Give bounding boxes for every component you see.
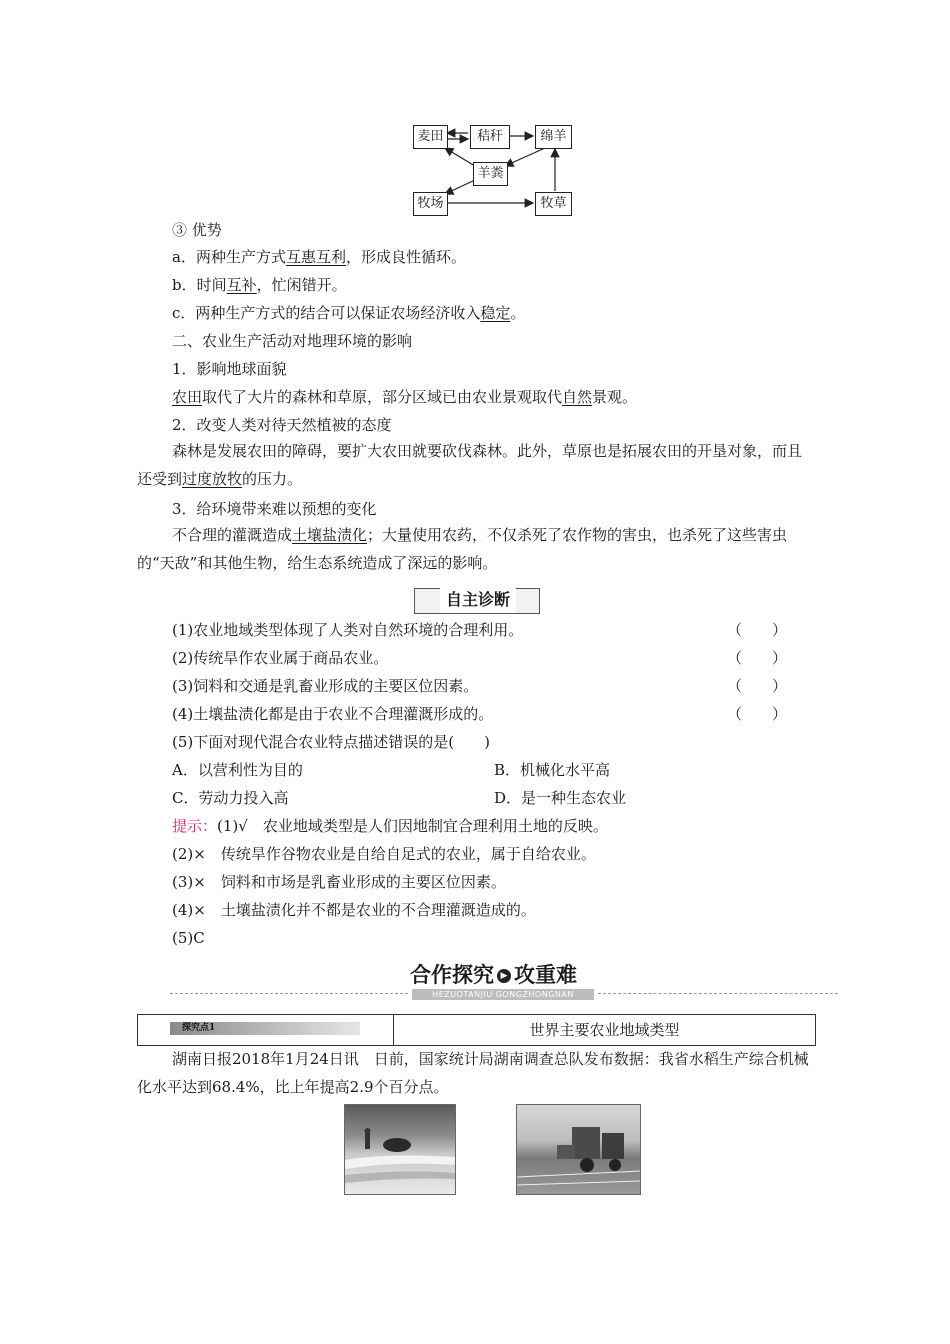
option-c[interactable]: C．劳动力投入高: [172, 789, 289, 807]
section2-p3-body: 不合理的灌溉造成: [172, 526, 293, 544]
answer-paren-4[interactable]: （ ）: [727, 705, 788, 723]
node-manure: 羊粪: [473, 162, 508, 186]
probe-tab-cell: [138, 1015, 394, 1045]
node-pasture-land: 牧场: [413, 192, 448, 216]
cooperation-title-left: 合作探究: [410, 963, 494, 987]
node-straw: 秸秆: [470, 125, 510, 149]
hint-1: [172, 816, 608, 836]
section2-p3-text: [137, 521, 815, 577]
advantage-b-tail: ，忙闲错开。: [256, 276, 347, 294]
advantage-b-key: 互补: [226, 276, 257, 294]
option-d[interactable]: D．是一种生态农业: [494, 789, 627, 807]
section2-p1-text: [172, 387, 637, 407]
keyword-natural: 自然: [562, 388, 593, 406]
diagnosis-item-2: (2)传统旱作农业属于商品农业。: [172, 649, 389, 667]
node-sheep: 绵羊: [535, 125, 572, 149]
keyword-farmland: 农田: [172, 388, 203, 406]
diagnosis-item-1: (1)农业地域类型体现了人类对自然环境的合理利用。: [172, 621, 524, 639]
photo-machine-planting: [516, 1104, 641, 1195]
section2-p1-tail: 景观。: [592, 388, 638, 406]
advantage-c-key: 稳定: [480, 304, 511, 322]
section2-p2-text: [137, 437, 815, 493]
divider-left: [170, 993, 408, 994]
answer-paren-1[interactable]: （ ）: [727, 621, 788, 639]
advantage-c-tail: 。: [510, 304, 526, 322]
advantage-a-tail: ，形成良性循环。: [345, 248, 466, 266]
advantage-a-key: 互惠互利: [285, 248, 346, 266]
advantage-c-text: c．两种生产方式的结合可以保证农场经济收入: [172, 304, 481, 322]
section2-p2-tail: 的压力。: [242, 470, 303, 488]
hint-label: 提示：: [172, 817, 218, 835]
hint-1-text: (1)√ 农业地域类型是人们因地制宜合理利用土地的反映。: [217, 817, 608, 835]
hint-2: (2)× 传统旱作谷物农业是自给自足式的农业，属于自给农业。: [172, 845, 596, 863]
section2-p2-title: 2．改变人类对待天然植被的态度: [172, 416, 392, 434]
ox-plowing-image: [345, 1105, 455, 1194]
probe-title: 世界主要农业地域类型: [529, 1021, 680, 1039]
photo-ox-plowing: [344, 1104, 456, 1195]
section2-p1-title: 1．影响地球面貌: [172, 360, 287, 378]
advantage-b: [172, 275, 347, 295]
machine-planting-image: [517, 1105, 640, 1194]
diagnosis-banner: 自主诊断: [440, 587, 516, 613]
answer-paren-3[interactable]: （ ）: [727, 677, 788, 695]
section2-p3-title: 3．给环境带来难以预想的变化: [172, 500, 377, 518]
advantage-b-text: b．时间: [172, 276, 227, 294]
probe-tab[interactable]: 探究点1: [170, 1022, 360, 1035]
option-b[interactable]: B．机械化水平高: [494, 761, 611, 779]
keyword-overgrazing: 过度放牧: [182, 470, 243, 488]
advantage-a-text: a．两种生产方式: [172, 248, 286, 266]
diagnosis-item-4: (4)土壤盐渍化都是由于农业不合理灌溉形成的。: [172, 705, 494, 723]
diagnosis-item-3: (3)饲料和交通是乳畜业形成的主要区位因素。: [172, 677, 479, 695]
cooperation-title-right: 攻重难: [514, 963, 577, 987]
keyword-salinization: 土壤盐渍化: [292, 526, 368, 544]
arrow-circle-icon: ▶: [497, 969, 511, 983]
cooperation-title: [410, 962, 577, 988]
hint-3: (3)× 饲料和市场是乳畜业形成的主要区位因素。: [172, 873, 506, 891]
hint-5: (5)C: [172, 929, 205, 947]
section2-heading: 二、农业生产活动对地理环境的影响: [172, 332, 413, 350]
section2-p1-body: 取代了大片的森林和草原，部分区域已由农业景观取代: [202, 388, 563, 406]
cooperation-subtitle: HEZUOTANJIU GONGZHONGNAN: [412, 989, 594, 1000]
section2-p2-body: 森林是发展农田的障碍，要扩大农田就要砍伐森林。此外，草原也是拓展农田的开垦对象，而且还受到: [137, 442, 803, 488]
section2-p3-tail: ；大量使用农药，不仅杀死了农作物的害虫，也杀死了这些害虫的“天敌”和其他生物，给生态系统造成了深远的影响。: [137, 526, 788, 572]
node-forage: 牧草: [535, 192, 572, 216]
advantage-a: [172, 247, 466, 267]
advantages-heading: ③ 优势: [172, 221, 222, 239]
option-a[interactable]: A．以营利性为目的: [172, 761, 303, 779]
diagnosis-item-5: (5)下面对现代混合农业特点描述错误的是( ): [172, 733, 490, 751]
news-paragraph: 湖南日报2018年1月24日讯 日前，国家统计局湖南调查总队发布数据：我省水稻生产综合机械化水平达到68.4%，比上年提高2.9个百分点。: [137, 1050, 809, 1096]
divider-right: [598, 993, 838, 994]
answer-paren-2[interactable]: （ ）: [727, 649, 788, 667]
node-wheat-field: 麦田: [413, 125, 448, 149]
advantage-c: [172, 303, 525, 323]
hint-4: (4)× 土壤盐渍化并不都是农业的不合理灌溉造成的。: [172, 901, 536, 919]
probe-table: [137, 1014, 816, 1046]
